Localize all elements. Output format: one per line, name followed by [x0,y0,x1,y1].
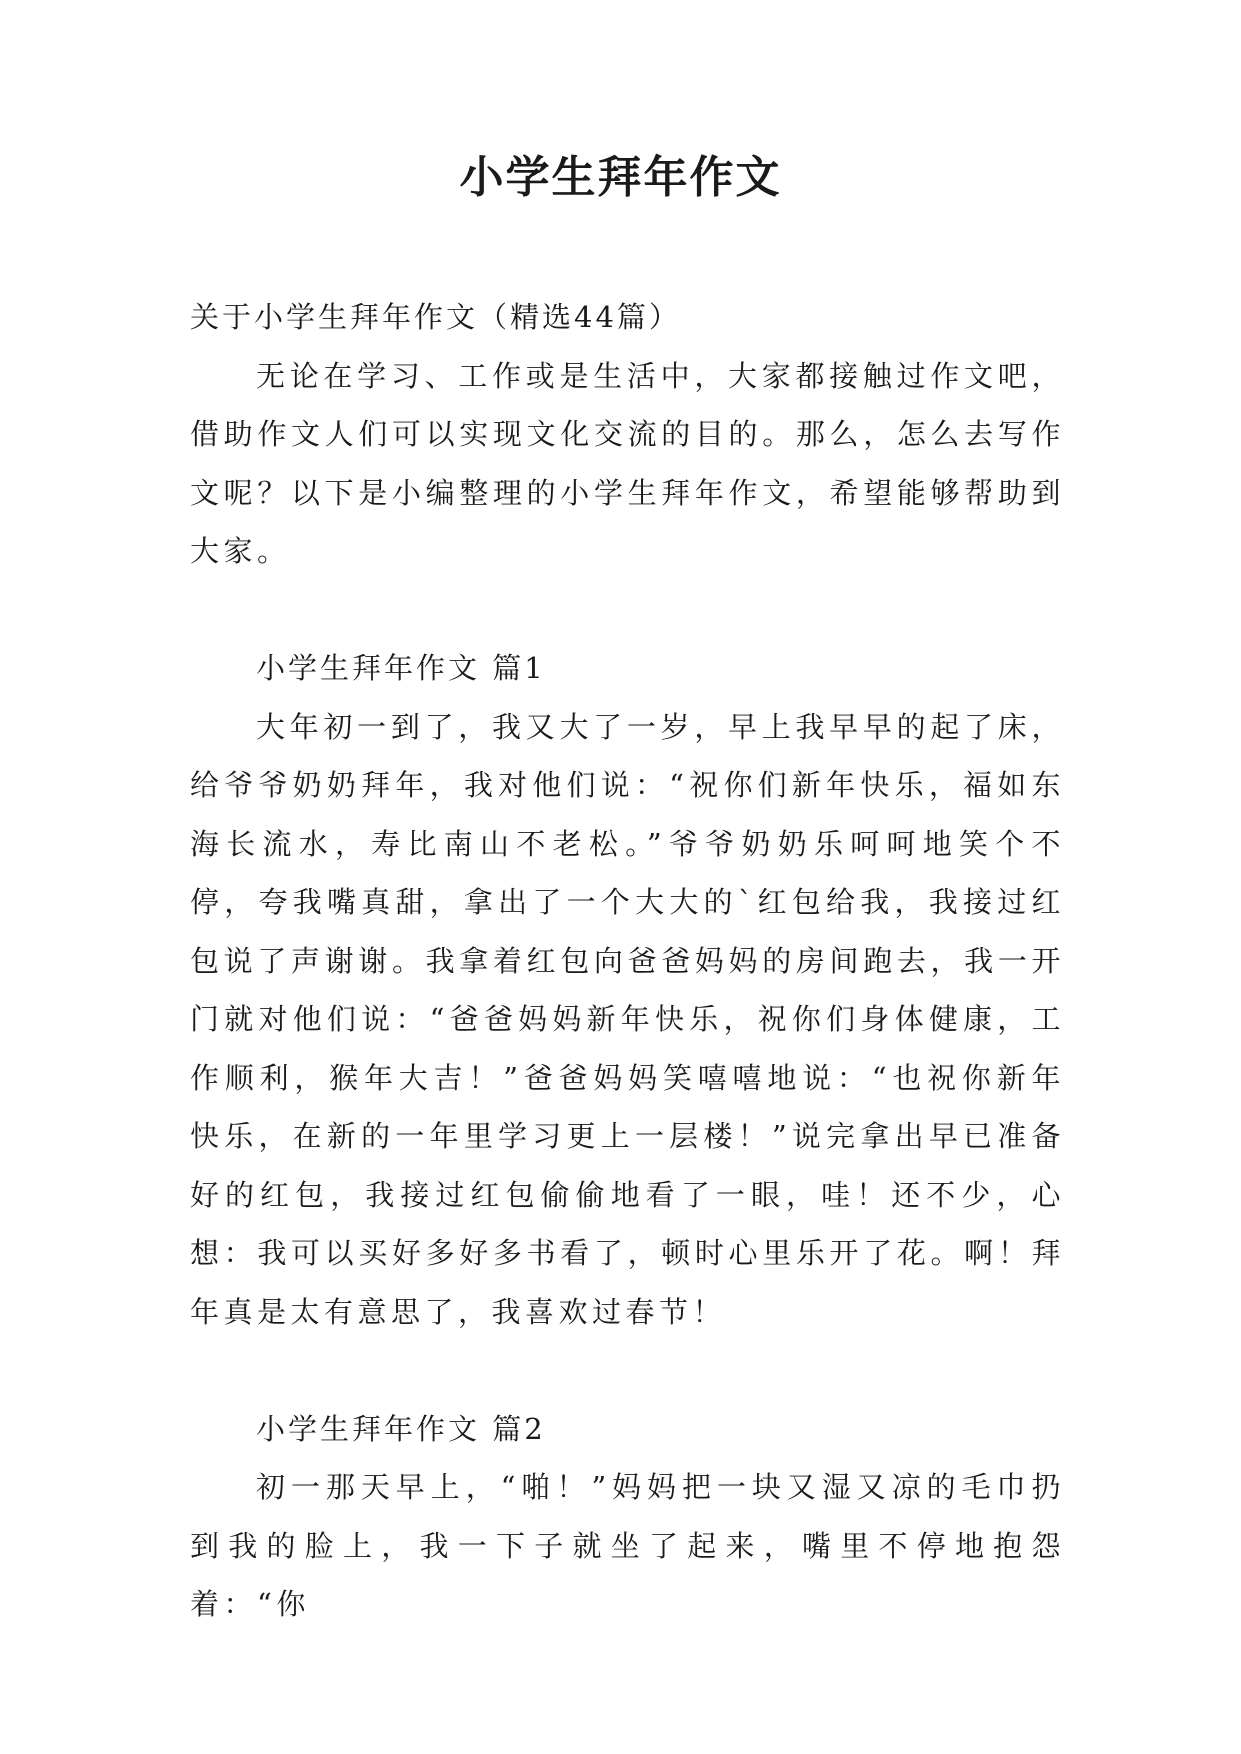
document-title: 小学生拜年作文 [459,152,782,203]
document-subtitle: 关于小学生拜年作文（精选44篇） [190,300,681,334]
section-body-1: 大年初一到了，我又大了一岁，早上我早早的起了床，给爷爷奶奶拜年，我对他们说：“祝你们新年快乐，福如东海长流水，寿比南山不老松。”爷爷奶奶乐呵呵地笑个不停，夸我嘴真甜，拿出了一个大大的`红包给我，我接过红包说了声谢谢。我拿着红包向爸爸妈妈的房间跑去，我一开门就对他们说：“爸爸妈妈新年快乐，祝你们身体健康，工作顺利，猴年大吉！”爸爸妈妈笑嘻嘻地说：“也祝你新年快乐，在新的一年里学习更上一层楼！”说完拿出早已准备好的红包，我接过红包偷偷地看了一眼，哇！还不少，心想：我可以买好多好多书看了，顿时心里乐开了花。啊！拜年真是太有意思了，我喜欢过春节！ [190,709,1065,1329]
section-spacer [190,581,1065,640]
section-body-2: 初一那天早上，“啪！”妈妈把一块又湿又凉的毛巾扔到我的脸上，我一下子就坐了起来，嘴里不停地抱怨着：“你 [190,1470,1065,1621]
intro-paragraph: 无论在学习、工作或是生活中，大家都接触过作文吧，借助作文人们可以实现文化交流的目的。那么，怎么去写作文呢？以下是小编整理的小学生拜年作文，希望能够帮助到大家。 [190,358,1065,568]
section-heading-1: 小学生拜年作文 篇1 [256,651,546,685]
section-heading-2: 小学生拜年作文 篇2 [256,1411,546,1446]
section-spacer [190,1341,1065,1400]
document-body [190,288,1065,1634]
